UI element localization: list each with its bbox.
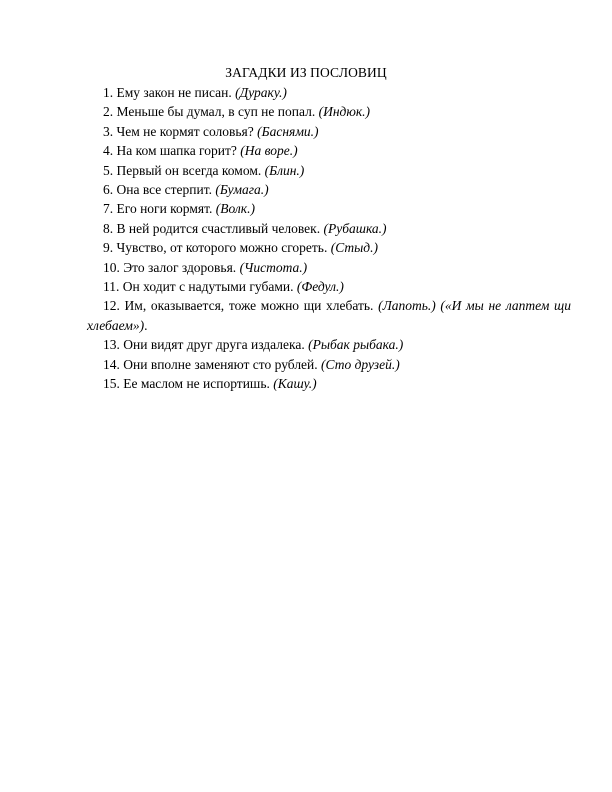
riddle-question: 6. Она все стерпит. <box>103 182 216 198</box>
riddle-item-6 <box>87 180 571 199</box>
riddle-item-10 <box>87 258 571 277</box>
riddle-answer: (Бумага.) <box>215 182 269 198</box>
riddle-question: 11. Он ходит с надутыми губами. <box>103 279 297 295</box>
riddle-item-15 <box>87 374 571 393</box>
riddle-item-14 <box>87 355 571 374</box>
riddle-answer: (Лапоть.) («И мы не лаптем щи хлебаем») <box>87 298 571 333</box>
riddle-tail: . <box>144 317 148 333</box>
riddle-answer: (Дураку.) <box>235 85 287 100</box>
riddle-item-13 <box>87 335 571 354</box>
riddle-answer: (Волк.) <box>215 201 255 217</box>
riddle-question: 3. Чем не кормят соловья? <box>103 123 258 139</box>
riddle-answer: (Рыбак рыбака.) <box>308 337 404 353</box>
riddle-question: 1. Ему закон не писан. <box>103 85 236 100</box>
riddle-answer: (Баснями.) <box>257 123 319 139</box>
riddle-item-3 <box>87 122 571 141</box>
riddle-question: 7. Его ноги кормят. <box>103 201 216 217</box>
riddle-question: 5. Первый он всегда комом. <box>103 162 265 178</box>
riddle-item-8 <box>87 219 571 238</box>
riddle-item-11 <box>87 277 571 296</box>
riddle-item-1 <box>87 83 571 102</box>
riddle-item-2 <box>87 102 571 121</box>
riddle-question: 8. В ней родится счастливый человек. <box>103 220 324 236</box>
riddle-question: 2. Меньше бы думал, в суп не попал. <box>103 104 319 120</box>
riddle-answer: (Стыд.) <box>330 240 379 256</box>
riddle-answer: (Блин.) <box>264 162 305 178</box>
riddle-item-5 <box>87 161 571 180</box>
riddle-question: 9. Чувство, от которого можно сгореть. <box>103 240 331 256</box>
riddle-item-4 <box>87 141 571 160</box>
riddle-question: 14. Они вполне заменяют сто рублей. <box>103 356 322 372</box>
riddle-answer: (На воре.) <box>240 143 298 159</box>
riddle-question: 4. На ком шапка горит? <box>103 143 241 159</box>
riddle-answer: (Кашу.) <box>273 376 317 392</box>
riddle-answer: (Индюк.) <box>318 104 371 120</box>
riddle-answer: (Сто друзей.) <box>321 356 400 372</box>
riddle-answer: (Чистота.) <box>239 259 308 275</box>
riddle-item-12 <box>87 296 571 335</box>
riddle-answer: (Рубашка.) <box>323 220 387 236</box>
riddle-answer: (Федул.) <box>296 279 344 295</box>
riddle-question: 13. Они видят друг друга издалека. <box>103 337 309 353</box>
riddle-list <box>87 83 571 394</box>
riddle-question: 10. Это залог здоровья. <box>103 259 240 275</box>
riddle-question: 12. Им, оказывается, тоже можно щи хлебать. <box>103 298 379 314</box>
riddle-item-7 <box>87 199 571 218</box>
riddle-item-9 <box>87 238 571 257</box>
document-title: ЗАГАДКИ ИЗ ПОСЛОВИЦ <box>225 65 387 80</box>
riddle-question: 15. Ее маслом не испортишь. <box>103 376 274 392</box>
